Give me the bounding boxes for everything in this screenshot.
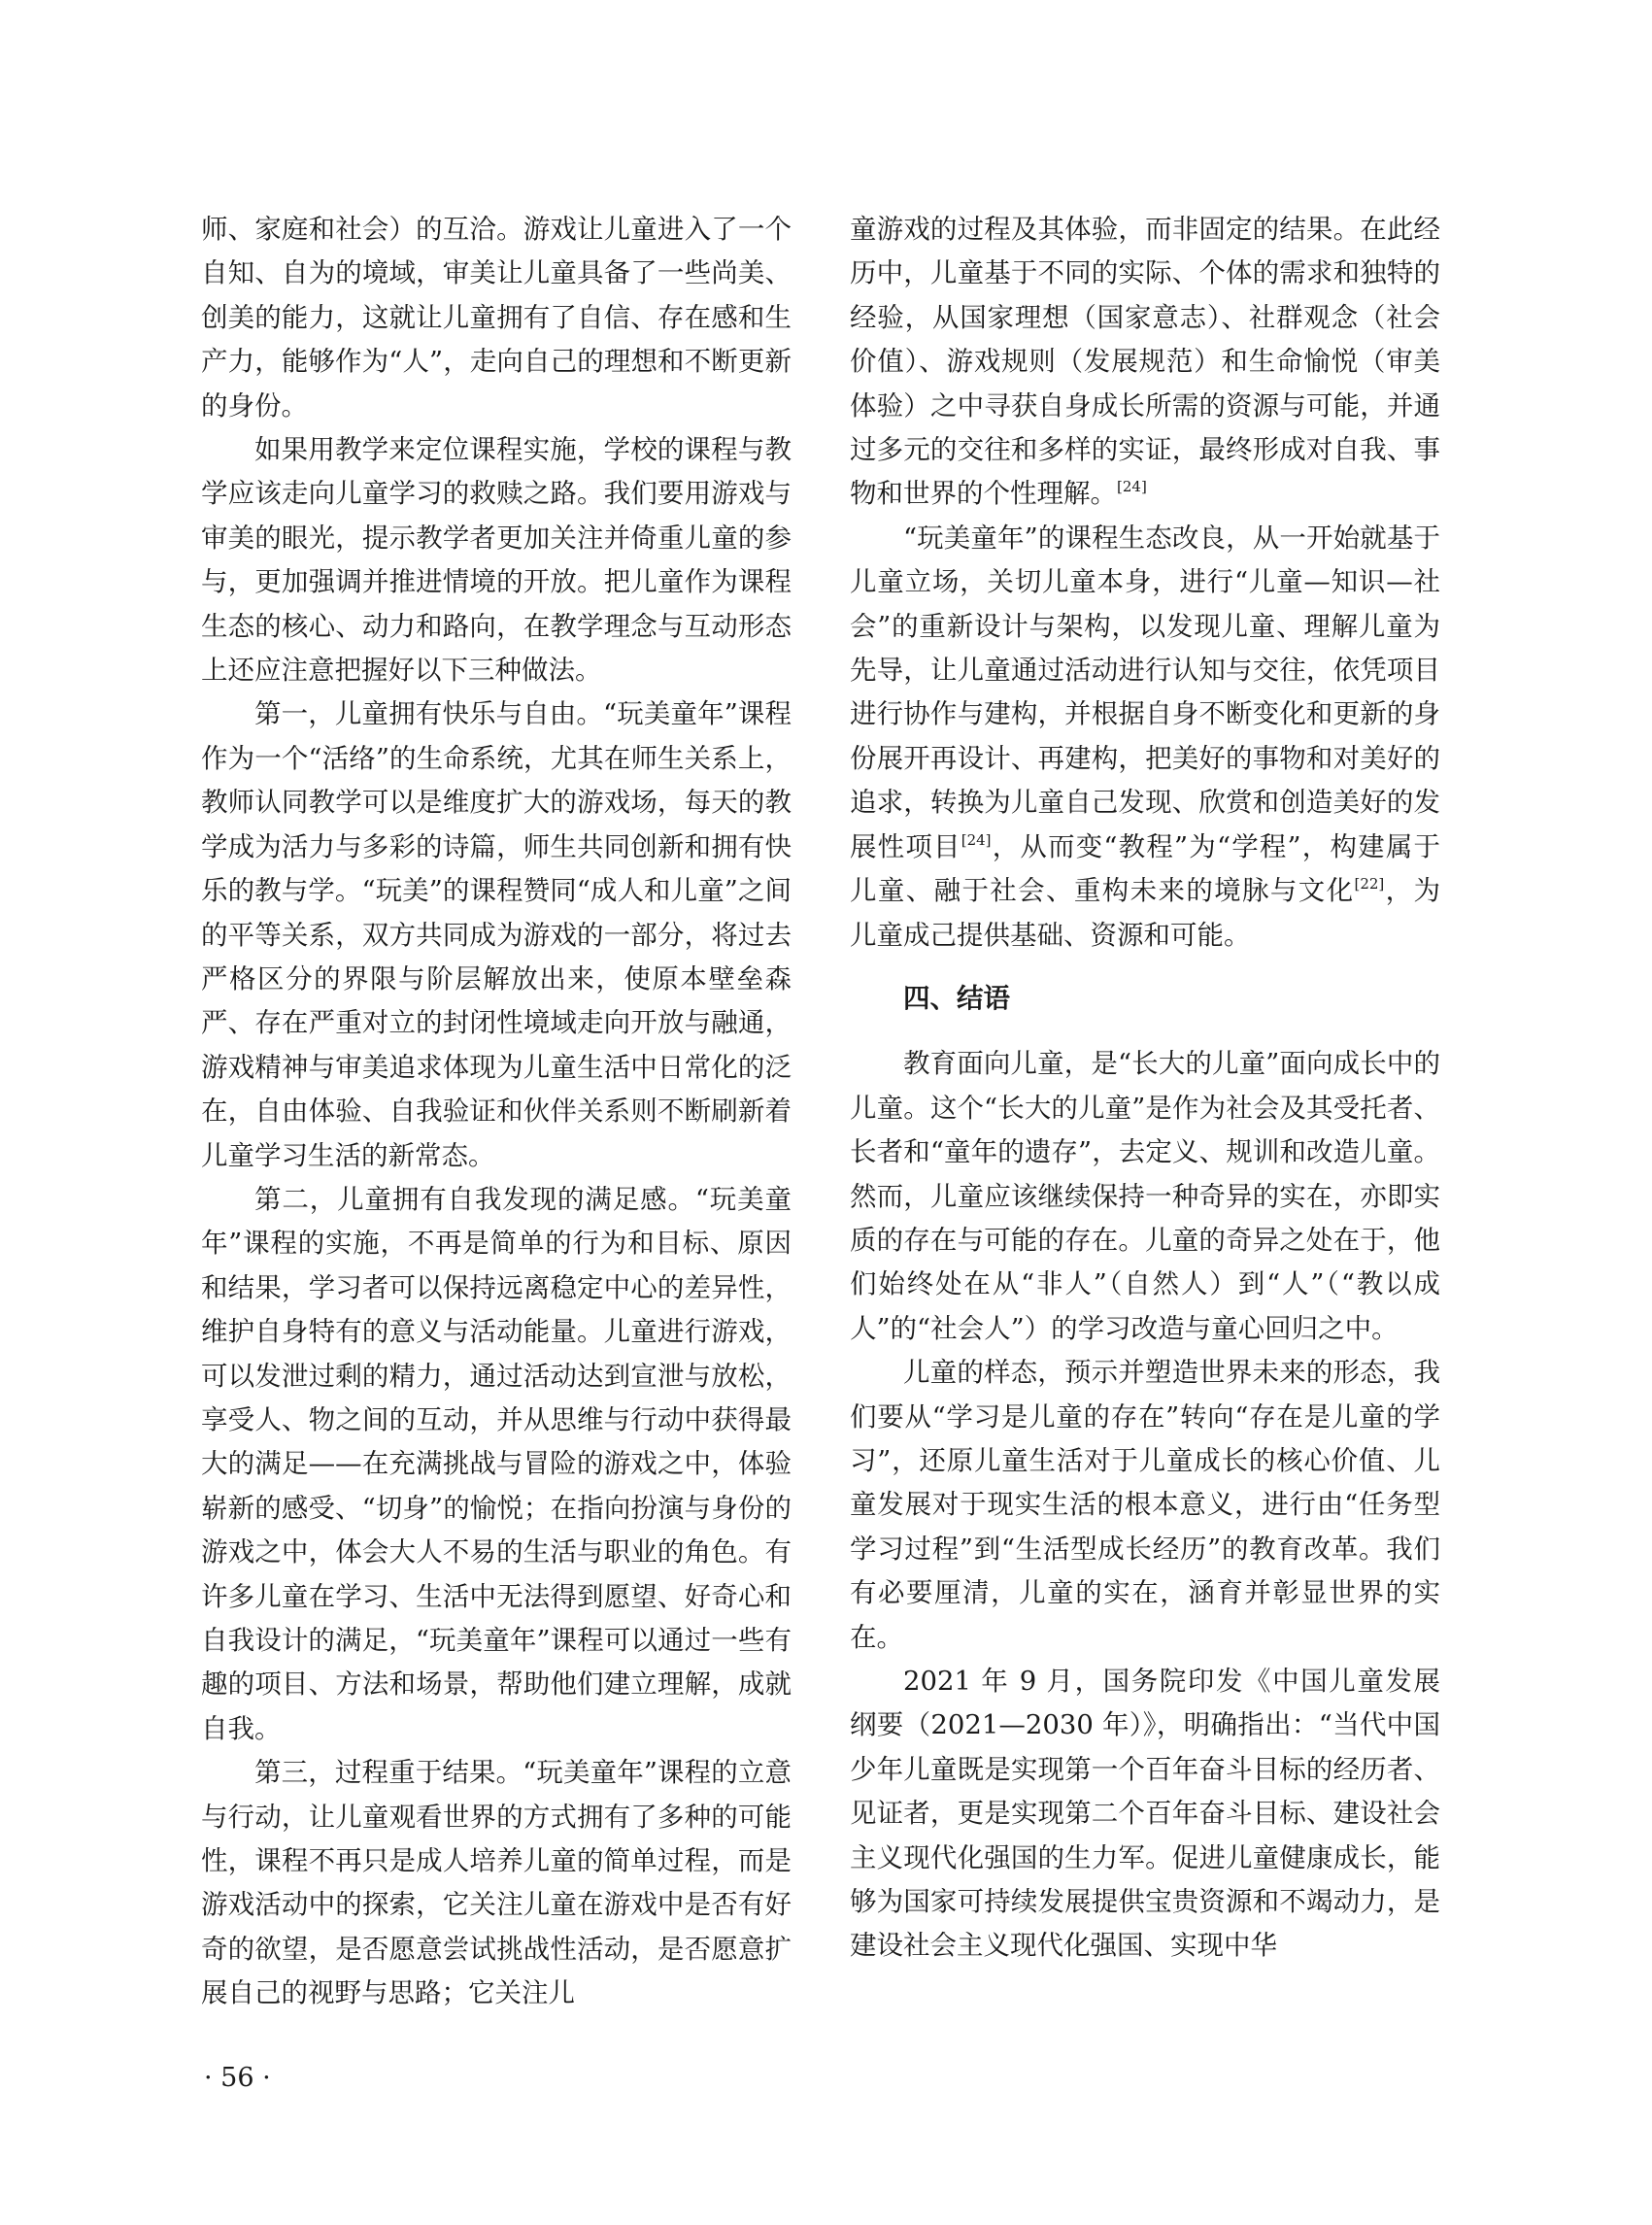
paragraph-process-experience [850, 208, 1440, 517]
page-number: · 56 · [204, 2063, 271, 2093]
paragraph-curriculum-ecology [850, 517, 1440, 958]
paragraph-text: ，为儿童成己提供基础、资源和可能。 [850, 875, 1441, 951]
citation-ref: [22] [1354, 875, 1385, 893]
citation-ref: [24] [961, 830, 992, 849]
paragraph-text: ，从而变“教程”为“学程”，构建属于儿童、融于社会、重构未来的境脉与文化 [850, 830, 1441, 907]
citation-ref: [24] [1117, 478, 1147, 496]
paragraph-conclusion-3: 2021 年 9 月，国务院印发《中国儿童发展纲要（2021—2030 年）》，明确指出：“当代中国少年儿童既是实现第一个百年奋斗目标的经历者、见证者，更是实现第二个百年奋斗目标、建设社会主义现代化强国的生力军。促进儿童健康成长，能够为国家可持续发展提供宝贵资源和不竭动力，是建设社会主义现代化强国、实现中华 [850, 1666, 1440, 1962]
paragraph-second-approach: 第二，儿童拥有自我发现的满足感。“玩美童年”课程的实施，不再是简单的行为和目标、原因和结果，学习者可以保持远离稳定中心的差异性，维护自身特有的意义与活动能量。儿童进行游戏，可以发泄过剩的精力，通过活动达到宣泄与放松，享受人、物之间的互动，并从思维与行动中获得最大的满足——在充满挑战与冒险的游戏之中，体验崭新的感受、“切身”的愉悦；在指向扮演与身份的游戏之中，体会大人不易的生活与职业的角色。有许多儿童在学习、生活中无法得到愿望、好奇心和自我设计的满足，“玩美童年”课程可以通过一些有趣的项目、方法和场景，帮助他们建立理解，成就自我。 [201, 1183, 792, 1744]
paragraph-conclusion-1: 教育面向儿童，是“长大的儿童”面向成长中的儿童。这个“长大的儿童”是作为社会及其受托者、长者和“童年的遗存”，去定义、规训和改造儿童。然而，儿童应该继续保持一种奇异的实在，亦即实质的存在与可能的存在。儿童的奇异之处在于，他们始终处在从“非人”（自然人）到“人”（“教以成人”的“社会人”）的学习改造与童心回归之中。 [850, 1048, 1440, 1344]
paragraph-text: “玩美童年”的课程生态改良，从一开始就基于儿童立场，关切儿童本身，进行“儿童—知识—社会”的重新设计与架构，以发现儿童、理解儿童为先导，让儿童通过活动进行认知与交往，依凭项目进行协作与建构，并根据自身不断变化和更新的身份展开再设计、再建构，把美好的事物和对美好的追求，转换为儿童自己发现、欣赏和创造美好的发展性项目 [850, 522, 1440, 862]
right-column [850, 208, 1440, 1969]
paragraph-text: 童游戏的过程及其体验，而非固定的结果。在此经历中，儿童基于不同的实际、个体的需求和独特的经验，从国家理想（国家意志）、社群观念（社会价值）、游戏规则（发展规范）和生命愉悦（审美体验）之中寻获自身成长所需的资源与可能，并通过多元的交往和多样的实证，最终形成对自我、事物和世界的个性理解。 [850, 214, 1440, 510]
paragraph-third-approach: 第三，过程重于结果。“玩美童年”课程的立意与行动，让儿童观看世界的方式拥有了多种的可能性，课程不再只是成人培养儿童的简单过程，而是游戏活动中的探索，它关注儿童在游戏中是否有好奇的欲望，是否愿意尝试挑战性活动，是否愿意扩展自己的视野与思路；它关注儿 [201, 1757, 792, 2009]
left-column [201, 208, 792, 2016]
paragraph-conclusion-2: 儿童的样态，预示并塑造世界未来的形态，我们要从“学习是儿童的存在”转向“存在是儿童的学习”，还原儿童生活对于儿童成长的核心价值、儿童发展对于现实生活的根本意义，进行由“任务型学习过程”到“生活型成长经历”的教育改革。我们有必要厘清，儿童的实在，涵育并彰显世界的实在。 [850, 1357, 1440, 1653]
section-heading: 四、结语 [903, 982, 1010, 1014]
paragraph-first-approach: 第一，儿童拥有快乐与自由。“玩美童年”课程作为一个“活络”的生命系统，尤其在师生关系上，教师认同教学可以是维度扩大的游戏场，每天的教学成为活力与多彩的诗篇，师生共同创新和拥有快乐的教与学。“玩美”的课程赞同“成人和儿童”之间的平等关系，双方共同成为游戏的一部分，将过去严格区分的界限与阶层解放出来，使原本壁垒森严、存在严重对立的封闭性境域走向开放与融通，游戏精神与审美追求体现为儿童生活中日常化的泛在，自由体验、自我验证和伙伴关系则不断刷新着儿童学习生活的新常态。 [201, 698, 792, 1171]
paragraph-continuation: 师、家庭和社会）的互洽。游戏让儿童进入了一个自知、自为的境域，审美让儿童具备了一些尚美、创美的能力，这就让儿童拥有了自信、存在感和生产力，能够作为“人”，走向自己的理想和不断更新的身份。 [201, 214, 792, 421]
paragraph-teaching: 如果用教学来定位课程实施，学校的课程与教学应该走向儿童学习的救赎之路。我们要用游戏与审美的眼光，提示教学者更加关注并倚重儿童的参与，更加强调并推进情境的开放。把儿童作为课程生态的核心、动力和路向，在教学理念与互动形态上还应注意把握好以下三种做法。 [201, 434, 792, 687]
